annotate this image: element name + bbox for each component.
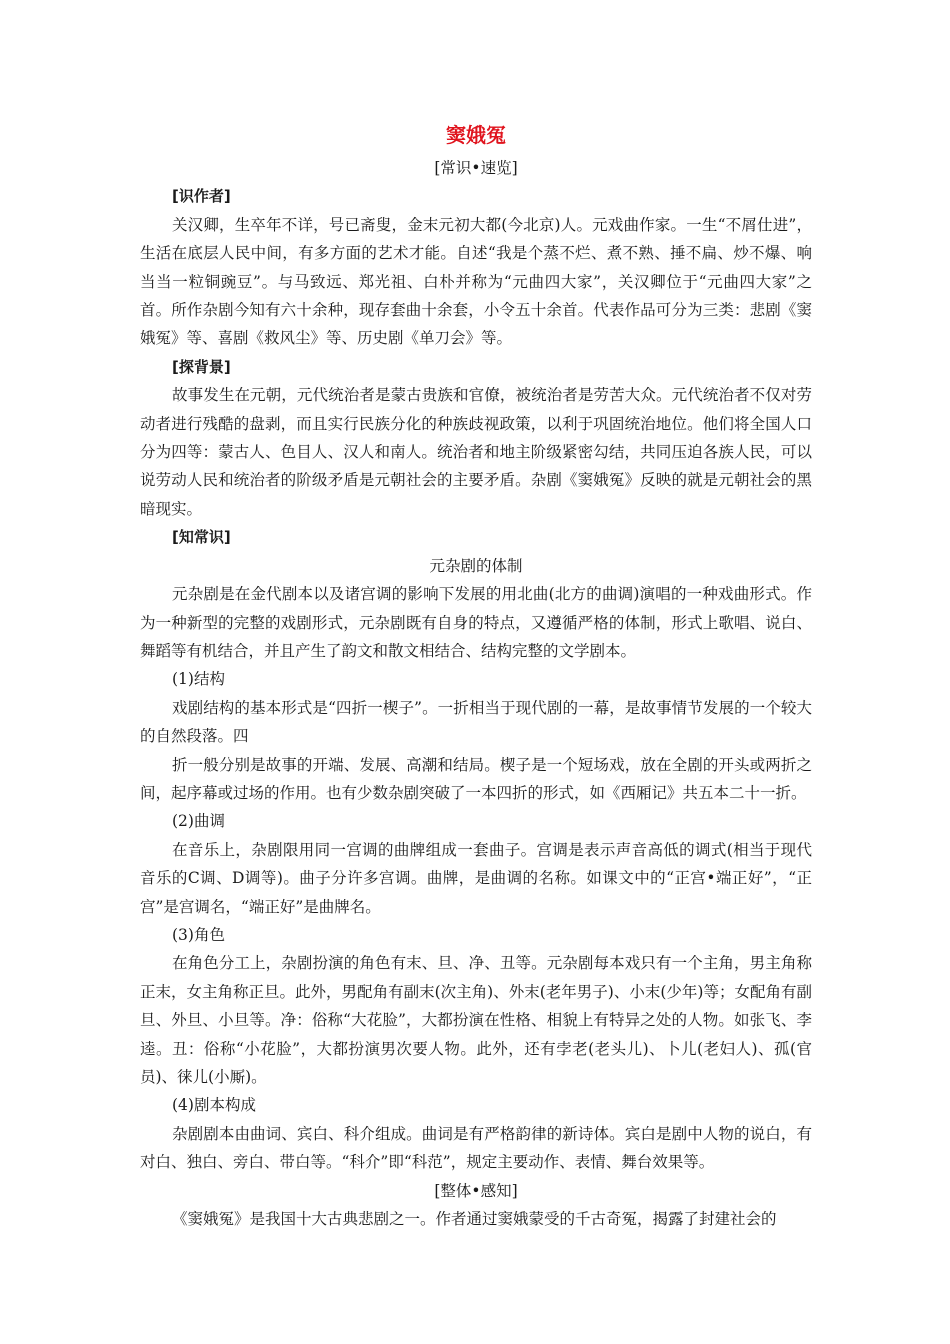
paragraph-tune: 在音乐上，杂剧限用同一宫调的曲牌组成一套曲子。宫调是表示声音高低的调式(相当于现代音乐的C调、D调等)。曲子分许多宫调。曲牌，是曲调的名称。如课文中的“正宫•端正好”，“正宫”是宫调名，“端正好”是曲牌名。: [140, 840, 812, 916]
item-role-label: (3)角色: [172, 925, 225, 944]
section-heading-perception: [整体•感知]: [434, 1181, 518, 1200]
paragraph-structure-1: 戏剧结构的基本形式是“四折一楔子”。一折相当于现代剧的一幕，是故事情节发展的一个较大的自然段落。四: [140, 698, 812, 746]
item-structure-label: (1)结构: [172, 670, 225, 689]
label-background: [探背景]: [172, 357, 231, 376]
paragraph-role: 在角色分工上，杂剧扮演的角色有末、旦、净、丑等。元杂剧每本戏只有一个主角，男主角称正末，女主角称正旦。此外，男配角有副末(次主角)、外末(老年男子)、小末(少年)等；女配角有副旦、外旦、小旦等。净：俗称“大花脸”，大都扮演在性格、相貌上有特异之处的人物。如张飞、李逵。丑：俗称“小花脸”，大都扮演男次要人物。此外，还有孛老(老头儿)、卜儿(老妇人)、孤(官员)、徕儿(小厮)。: [140, 954, 812, 1086]
paragraph-background: 故事发生在元朝，元代统治者是蒙古贵族和官僚，被统治者是劳苦大众。元代统治者不仅对劳动者进行残酷的盘剥，而且实行民族分化的种族歧视政策，以利于巩固统治地位。他们将全国人口分为四等：蒙古人、色目人、汉人和南人。统治者和地主阶级紧密勾结，共同压迫各族人民，可以说劳动人民和统治者的阶级矛盾是元朝社会的主要矛盾。杂剧《窦娥冤》反映的就是元朝社会的黑暗现实。: [140, 386, 812, 518]
paragraph-structure-2: 折一般分别是故事的开端、发展、高潮和结局。楔子是一个短场戏，放在全剧的开头或两折之间，起序幕或过场的作用。也有少数杂剧突破了一本四折的形式，如《西厢记》共五本二十一折。: [140, 755, 812, 802]
item-tune-label: (2)曲调: [172, 812, 225, 831]
paragraph-script: 杂剧剧本由曲词、宾白、科介组成。曲词是有严格韵律的新诗体。宾白是剧中人物的说白，有对白、独白、旁白、带白等。“科介”即“科范”，规定主要动作、表情、舞台效果等。: [140, 1124, 812, 1172]
paragraph-closing: 《窦娥冤》是我国十大古典悲剧之一。作者通过窦娥蒙受的千古奇冤，揭露了封建社会的: [172, 1210, 777, 1229]
label-author: [识作者]: [172, 187, 231, 206]
item-script-label: (4)剧本构成: [172, 1096, 256, 1115]
paragraph-author: 关汉卿，生卒年不详，号已斋叟，金末元初大都(今北京)人。元戏曲作家。一生“不屑仕进”，生活在底层人民中间，有多方面的艺术才能。自述“我是个蒸不烂、煮不熟、捶不扁、炒不爆、响当当一粒铜豌豆”。与马致远、郑光祖、白朴并称为“元曲四大家”，关汉卿位于“元曲四大家”之首。所作杂剧今知有六十余种，现存套曲十余套，小令五十余首。代表作品可分为三类：悲剧《窦娥冤》等、喜剧《救风尘》等、历史剧《单刀会》等。: [140, 215, 812, 348]
paragraph-intro: 元杂剧是在金代剧本以及诸宫调的影响下发展的用北曲(北方的曲调)演唱的一种戏曲形式。作为一种新型的完整的戏剧形式，元杂剧既有自身的特点，又遵循严格的体制，形式上歌唱、说白、舞蹈等有机结合，并且产生了韵文和散文相结合、结构完整的文学剧本。: [140, 585, 812, 660]
document-page: [140, 118, 812, 1233]
document-title: 窦娥冤: [446, 123, 506, 147]
label-knowledge: [知常识]: [172, 528, 231, 547]
section-heading-overview: [常识•速览]: [434, 159, 518, 177]
knowledge-topic: 元杂剧的体制: [429, 556, 523, 575]
